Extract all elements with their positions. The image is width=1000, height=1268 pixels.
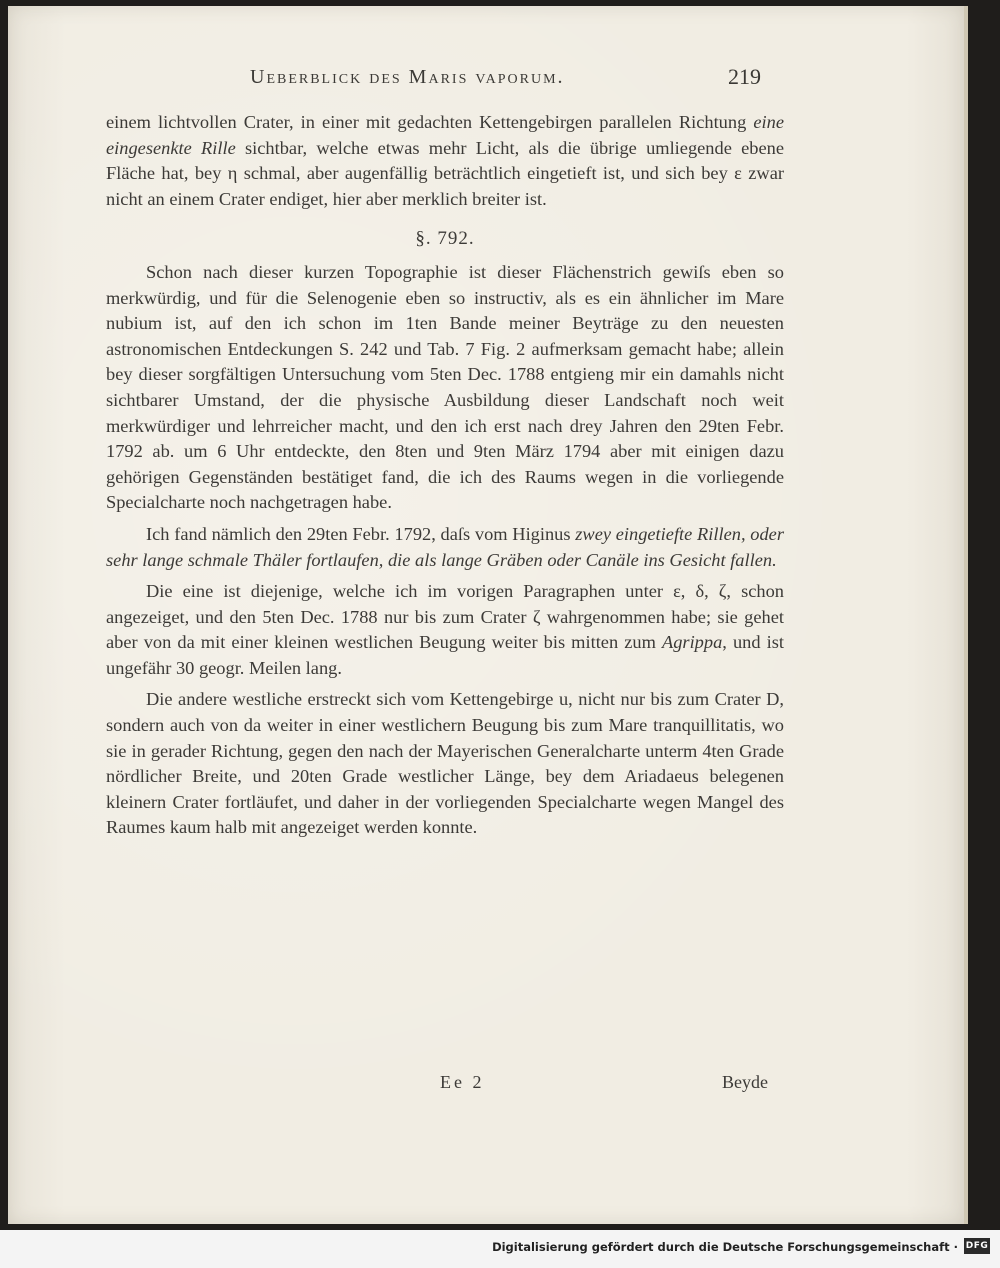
paragraph-4	[106, 579, 784, 681]
paragraph-5	[106, 687, 784, 841]
text-run: Schon nach dieser kurzen Topographie ist dieser Flächenstrich gewiſs eben so merkwürdig, und für die Selenogenie eben so instructiv, als es ein ähnlicher im Mare nubium ist, auf den ich schon im 1ten Bande meiner Beyträge zu den neuesten astronomischen Entdeckungen S. 242 und Tab. 7 Fig. 2 aufmerksam gemacht habe; allein bey dieser sorgfältigen Untersuchung vom 5ten Dec. 1788 entgieng mir ein damahls nicht sichtbarer Umstand, der die physische Ausbildung dieser Landschaft noch weit merkwürdiger und lehrreicher macht, und den ich erst nach drey Jahren den 29ten Febr. 1792 ab. um 6 Uhr entdeckte, den 8ten und 9ten März 1794 aber mit einigen dazu gehörigen Gegenständen bestätiget fand, die ich des Raums wegen in die vorliegende Specialcharte noch nachgetragen habe.	[106, 261, 784, 513]
dfg-logo-icon: DFG	[964, 1238, 990, 1254]
text-run: Die andere westliche erstreckt sich vom Kettengebirge u, nicht nur bis zum Crater D, sondern auch von da weiter in einer westlichern Beugung bis zum Mare tranquillitatis, wo sie in gerader Richtung, gegen den nach der Mayerischen Generalcharte unterm 4ten Grade nördlicher Breite, und 20ten Grade westlicher Länge, bey dem Ariadaeus belegenen kleinern Crater fortläufet, und daher in der vorliegenden Specialcharte wegen Mangel des Raumes kaum halb mit angezeiget werden konnte.	[106, 689, 784, 838]
italic-run: Agrippa	[661, 632, 723, 653]
main-text	[106, 110, 784, 841]
text-run: einem lichtvollen Crater, in einer mit gedachten Kettengebirgen parallelen Richtung	[106, 112, 754, 132]
italic-run: zwey eingetiefte Rillen, oder sehr lange schmale Thäler fortlaufen, die als lange Gräben oder Canäle ins Gesicht fallen.	[106, 523, 784, 570]
catchword: Beyde	[722, 1072, 768, 1092]
paragraph-2	[106, 260, 784, 516]
section-heading: §. 792.	[415, 228, 475, 250]
text-run: sichtbar, welche etwas mehr Licht, als die übrige umliegende ebene Fläche hat, bey η schmal, aber augenfällig beträchtlich eingetieft ist, und sich bey ε zwar nicht an einem Crater endiget, hier aber merklich breiter ist.	[106, 137, 784, 209]
running-head: Ueberblick des Maris vaporum.	[250, 66, 565, 88]
credit-text: Digitalisierung gefördert durch die Deutsche Forschungsgemeinschaft ·	[492, 1240, 958, 1254]
text-run: Die eine ist diejenige, welche ich im vorigen Paragraphen unter ε, δ, ζ, schon angezeiget, und den 5ten Dec. 1788 nur bis zum Crater ζ wahrgenommen habe; sie gehet aber von da mit einer kleinen westlichen Beugung weiter bis mitten zum	[106, 581, 784, 653]
paragraph-1	[106, 110, 784, 212]
page-edge	[964, 6, 968, 1224]
text-run: Ich fand nämlich den 29ten Febr. 1792, daſs vom Higinus	[146, 523, 576, 544]
italic-run: eine eingesenkte Rille	[106, 112, 784, 158]
text-run: , und ist ungefähr 30 geogr. Meilen lang.	[106, 632, 784, 678]
page-number: 219	[728, 64, 761, 89]
paragraph-3	[106, 522, 784, 573]
signature-mark: Ee 2	[440, 1072, 485, 1092]
